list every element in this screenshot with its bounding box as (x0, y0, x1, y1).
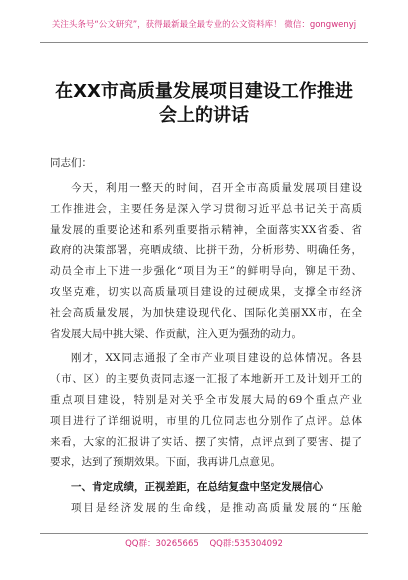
paragraph-line: 攻坚克难，切实以高质量项目建设的过硬成果，支撑全市经济 (50, 285, 362, 298)
document-title (36, 80, 372, 128)
page-header: 关注头条号“公文研究”，获得最新最全最专业的公文资料库！ 微信：gongwenyj (51, 20, 357, 30)
paragraph-line: 今天，利用一整天的时间，召开全市高质量发展项目建设 (71, 182, 362, 194)
paragraph-line: 刚才，XX同志通报了全市产业项目建设的总体情况。各县 (71, 352, 362, 365)
paragraph-line: 政府的决策部署，亮晒成绩、比拼干劲，分析形势、明确任务， (50, 244, 362, 257)
salutation: 同志们： (50, 157, 92, 169)
footer-divider (40, 533, 368, 534)
paragraph-line: 项目进行了详细说明，市里的几位同志也分别作了点评。总体 (50, 414, 362, 427)
page-footer (40, 537, 368, 549)
paragraph-section-1 (50, 498, 362, 519)
footer-qq-group-1: QQ群：30265665 (125, 539, 199, 549)
paragraph-line: 来看，大家的汇报讲了实话、摆了实情，点评点到了要害、提了 (50, 435, 362, 448)
paragraph-line: 社会高质量发展，为加快建设现代化、国际化美丽XX市，在全 (50, 306, 362, 319)
footer-qq-group-2: QQ群:535304092 (209, 539, 283, 549)
paragraph-line: （市、区）的主要负责同志逐一汇报了本地新开工及计划开工的 (50, 373, 362, 386)
title-line-1: 在XX市高质量发展项目建设工作推进 (55, 81, 353, 102)
paragraph-opening (50, 178, 362, 344)
paragraph-line: 动员全市上下进一步强化“项目为王”的鲜明导向，铆足干劲、 (50, 265, 362, 278)
paragraph-line: 省发展大局中挑大梁、作贡献，注入更为强劲的动力。 (50, 327, 302, 340)
paragraph-line: 工作推进会，主要任务是深入学习贯彻习近平总书记关于高质 (50, 202, 362, 215)
paragraph-review (50, 348, 362, 473)
paragraph-line: 量发展的重要论述和系列重要指示精神，全面落实XX省委、省 (50, 223, 362, 236)
section-heading-1: 一、肯定成绩，正视差距，在总结复盘中坚定发展信心 (71, 481, 323, 494)
title-line-2: 会上的讲话 (159, 105, 249, 126)
paragraph-line: 项目是经济发展的生命线，是推动高质量发展的“压舱 (71, 501, 362, 514)
paragraph-line: 要求，达到了预期效果。下面，我再讲几点意见。 (50, 456, 281, 469)
header-divider (40, 42, 368, 43)
paragraph-line: 重点项目建设，特别是对关乎全市发展大局的69个重点产业 (50, 393, 362, 406)
document-body (50, 153, 362, 523)
